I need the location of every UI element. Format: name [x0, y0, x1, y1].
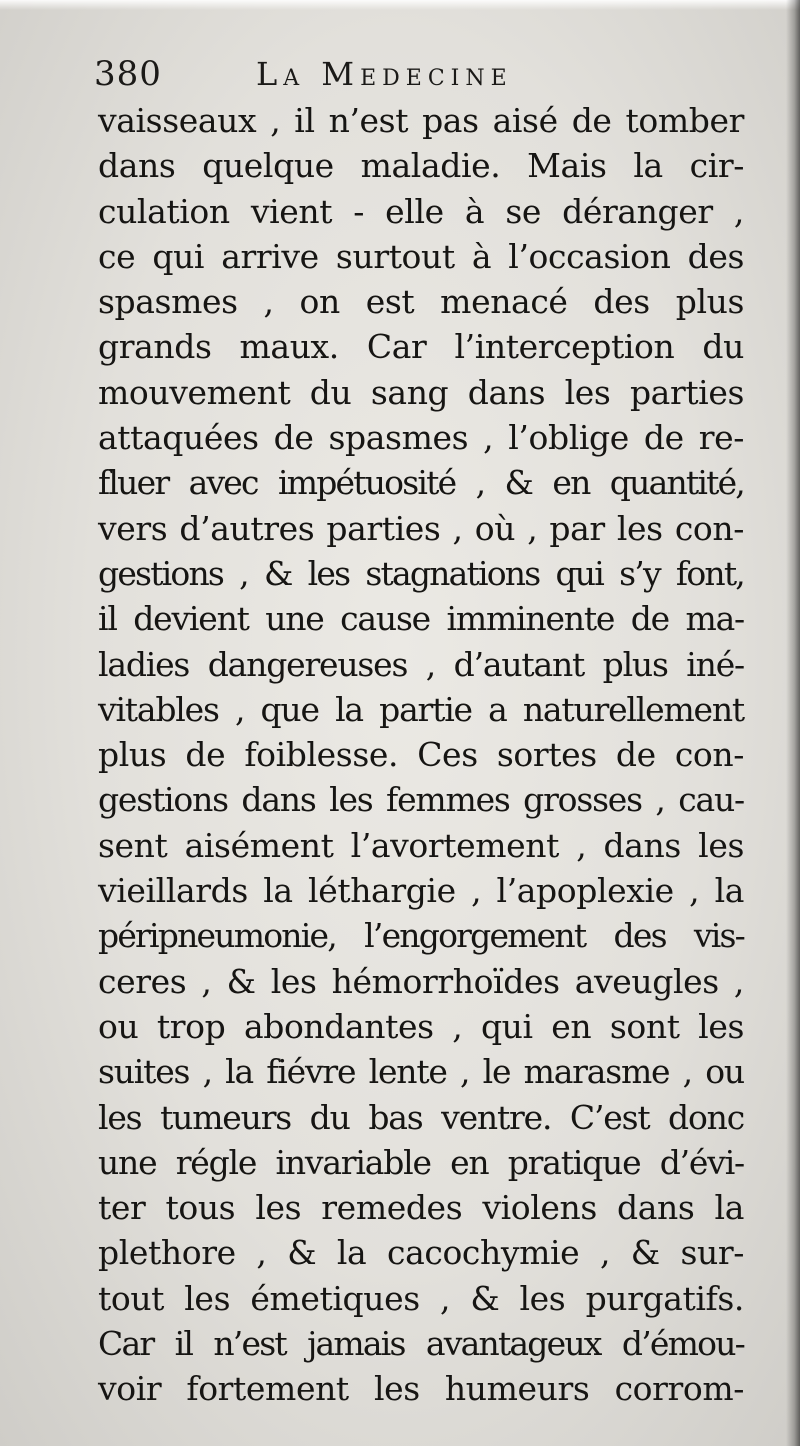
body-text [98, 98, 744, 1412]
text-line: les tumeurs du bas ventre. C’est donc [98, 1097, 744, 1137]
text-line: ladies dangereuses , d’autant plus iné- [98, 644, 744, 684]
running-title: La Medecine [256, 55, 513, 93]
text-line: vers d’autres parties , où , par les con- [98, 508, 744, 548]
running-head [94, 52, 654, 96]
text-line: tout les émetiques , & les purgatifs. [98, 1278, 744, 1318]
text-line: suites , la fiévre lente , le marasme , ou [98, 1052, 744, 1092]
text-line: sent aisément l’avortement , dans les [98, 825, 744, 865]
text-line: grands maux. Car l’interception du [98, 327, 744, 367]
text-line: spasmes , on est menacé des plus [98, 282, 744, 322]
text-line: voir fortement les humeurs corrom- [98, 1369, 744, 1409]
text-line: culation vient - elle à se déranger , [98, 191, 744, 231]
text-line: gestions , & les stagnations qui s’y font, [98, 553, 744, 593]
text-line: vieillards la léthargie , l’apoplexie , la [98, 871, 744, 911]
text-line: Car il n’est jamais avantageux d’émou- [98, 1324, 744, 1364]
text-line: mouvement du sang dans les parties [98, 372, 744, 412]
text-line: ce qui arrive surtout à l’occasion des [98, 236, 744, 276]
text-line: vitables , que la partie a naturellement [98, 689, 744, 729]
text-line: attaquées de spasmes , l’oblige de re- [98, 418, 744, 458]
text-line: dans quelque maladie. Mais la cir- [98, 146, 744, 186]
text-line: ou trop abondantes , qui en sont les [98, 1006, 744, 1046]
text-line: ter tous les remedes violens dans la [98, 1188, 744, 1228]
text-line: péripneumonie, l’engorgement des vis- [98, 916, 744, 956]
page-number: 380 [94, 54, 162, 94]
text-line: ceres , & les hémorrhoïdes aveugles , [98, 961, 744, 1001]
text-line: gestions dans les femmes grosses , cau- [98, 780, 744, 820]
text-line: plus de foiblesse. Ces sortes de con- [98, 735, 744, 775]
text-line: il devient une cause imminente de ma- [98, 599, 744, 639]
text-line: plethore , & la cacochymie , & sur- [98, 1233, 744, 1273]
page-top-edge [0, 0, 800, 10]
text-line: fluer avec impétuosité , & en quantité, [98, 463, 744, 503]
text-line: une régle invariable en pratique d’évi- [98, 1142, 744, 1182]
page-gutter-shadow [786, 0, 800, 1446]
text-line: vaisseaux , il n’est pas aisé de tomber [98, 101, 744, 140]
